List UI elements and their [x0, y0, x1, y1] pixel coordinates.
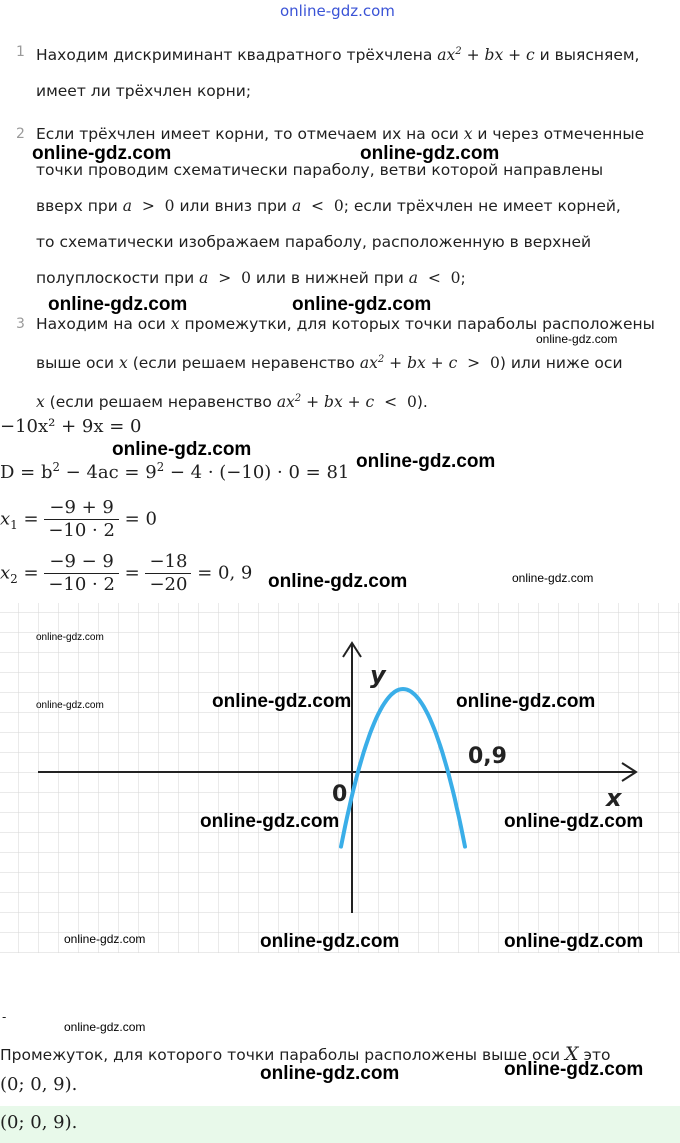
- step-2-line-5: полуплоскости при a > 0 или в нижней при a < 0;: [36, 269, 466, 287]
- step-3-line-1: Находим на оси x промежутки, для которых точки параболы расположены: [36, 315, 655, 333]
- grid-background: [0, 603, 680, 953]
- step-number: 3: [16, 316, 25, 332]
- watermark: online-gdz.com: [504, 811, 644, 832]
- step-1-line-2: имеет ли трёхчлен корни;: [36, 82, 252, 101]
- x-axis-label: x: [606, 784, 622, 812]
- watermark: online-gdz.com: [48, 294, 188, 315]
- watermark: online-gdz.com: [260, 931, 400, 952]
- watermark: online-gdz.com: [64, 1020, 146, 1034]
- equation-x2: $x_2$ = $\frac{-9 - 9}{-10 \cdot 2}$ = $\frac{-18}{-20}$ = 0, 9: [0, 551, 253, 595]
- step-2-line-1: Если трёхчлен имеет корни, то отмечаем их на оси x и через отмеченные: [36, 125, 645, 143]
- equation-x1: $x_1$ = $\frac{-9 + 9}{-10 \cdot 2}$ = 0: [0, 497, 157, 541]
- watermark: online-gdz.com: [456, 691, 596, 712]
- watermark: online-gdz.com: [536, 332, 618, 346]
- equation-discriminant: $D = b^2 - 4ac = 9^2 - 4 \cdot (-10) \cdot 0 = 81$: [0, 460, 350, 483]
- watermark: online-gdz.com: [212, 691, 352, 712]
- site-watermark-top: online-gdz.com: [280, 2, 395, 20]
- watermark: online-gdz.com: [260, 1063, 400, 1084]
- clipped-text-top: [180, 24, 420, 32]
- origin-label: 0: [332, 782, 348, 807]
- step-2-line-4: то схематически изображаем параболу, расположенную в верхней: [36, 233, 592, 251]
- watermark: online-gdz.com: [268, 571, 408, 592]
- watermark: online-gdz.com: [504, 931, 644, 952]
- watermark: online-gdz.com: [32, 143, 172, 164]
- root-label: 0,9: [468, 744, 507, 769]
- step-number: 2: [16, 126, 25, 142]
- step-number: 1: [16, 44, 25, 60]
- step-3-line-3: x (если решаем неравенство $ax^2$ + bx + c < 0).: [36, 393, 428, 412]
- step-2-line-3: вверх при a > 0 или вниз при a < 0; если трёхчлен не имеет корней,: [36, 197, 621, 215]
- equation-1: −10x² + 9x = 0: [0, 416, 142, 437]
- result-box: [0, 1106, 680, 1143]
- answer-interval: (0; 0, 9).: [0, 1074, 78, 1095]
- step-2-line-2: точки проводим схематически параболу, ветви которой направлены: [36, 161, 604, 179]
- step-3-line-2: выше оси x (если решаем неравенство $ax^2$ + bx + c > 0) или ниже оси: [36, 354, 623, 373]
- watermark: online-gdz.com: [504, 1059, 644, 1080]
- watermark: online-gdz.com: [512, 571, 594, 585]
- watermark: online-gdz.com: [360, 143, 500, 164]
- watermark: online-gdz.com: [200, 811, 340, 832]
- watermark: online-gdz.com: [112, 439, 252, 460]
- result-interval: (0; 0, 9).: [0, 1112, 78, 1133]
- watermark: online-gdz.com: [36, 700, 104, 711]
- separator-dash: -: [2, 1010, 7, 1024]
- watermark: online-gdz.com: [64, 932, 146, 946]
- parabola-graph: [0, 603, 680, 953]
- y-axis-label: y: [370, 661, 386, 689]
- watermark: online-gdz.com: [36, 632, 104, 643]
- answer-text: Промежуток, для которого точки параболы расположены выше оси X это: [0, 1043, 611, 1065]
- watermark: online-gdz.com: [356, 451, 496, 472]
- step-1-line-1: Находим дискриминант квадратного трёхчлена $ax^2$ + bx + c и выясняем,: [36, 46, 640, 65]
- watermark: online-gdz.com: [292, 294, 432, 315]
